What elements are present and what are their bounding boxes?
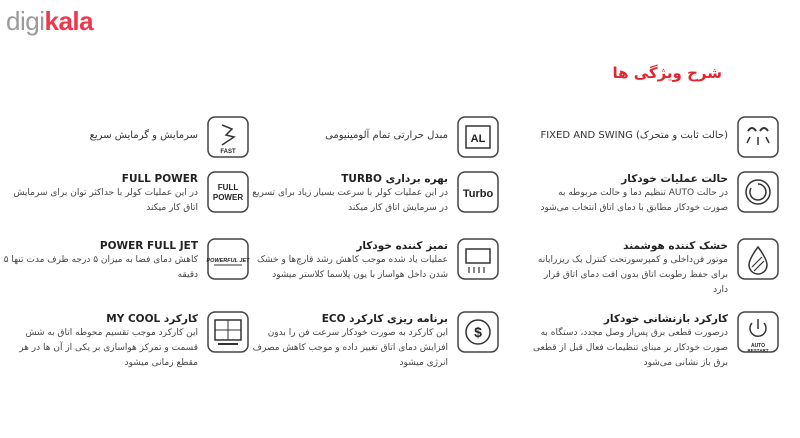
svg-text:AL: AL	[470, 133, 486, 145]
fast-icon	[206, 115, 250, 159]
auto-restart-icon	[736, 310, 780, 354]
features-heading: شرح ویژگی ها	[612, 64, 722, 82]
svg-text:FAST: FAST	[220, 149, 236, 155]
power-jet-icon	[206, 237, 250, 281]
full-power-icon	[206, 170, 250, 214]
my-cool-icon	[206, 310, 250, 354]
self-clean-icon	[456, 237, 500, 281]
feature-power-full-jet: POWERFUL JET POWER FULL JET کاهش دمای فضا به میزان ۵ درجه ظرف مدت تنها ۵ دقیقه	[0, 237, 250, 301]
aluminum-icon	[456, 115, 500, 159]
feature-auto-mode: حالت عملیات خودکار در حالت AUTO تنظیم دما و حالت مربوطه به صورت خودکار مطابق با دمای اتاق انتخاب می‌شود	[530, 170, 780, 234]
svg-text:FULL: FULL	[217, 183, 239, 192]
smart-dry-icon	[736, 237, 780, 281]
eco-icon	[456, 310, 500, 354]
svg-text:POWER: POWER	[212, 193, 244, 202]
auto-mode-icon	[736, 170, 780, 214]
svg-text:POWERFUL JET: POWERFUL JET	[206, 258, 250, 264]
svg-text:$: $	[474, 324, 482, 340]
turbo-icon	[456, 170, 500, 214]
feature-self-clean: تمیز کننده خودکار عملیات یاد شده موجب کاهش رشد قارچ‌ها و خشک شدن داخل هواساز با یون پلاسما کلاستر میشود	[250, 237, 500, 301]
swing-icon	[736, 115, 780, 159]
digikala-logo[interactable]: digikala	[6, 6, 94, 36]
svg-text:AUTO: AUTO	[750, 343, 766, 349]
feature-aluminum: AL مبدل حرارتی تمام آلومینیومی	[250, 115, 500, 179]
feature-smart-dry: خشک کننده هوشمند موتور فن‌داخلی و کمپرسورتحت کنترل یک ریزرایانه برای حفظ رطوبت اتاق بدون افت دمای اتاق قرار دارد	[530, 237, 780, 301]
svg-text:Turbo: Turbo	[462, 188, 494, 200]
feature-eco: $ برنامه ریزی کارکرد ECO این کارکرد به صورت خودکار سرعت فن را بدون افزایش دمای اتاق تغییر داده و موجب کاهش مصرف انرژی میشود	[250, 310, 500, 374]
feature-turbo: Turbo بهره برداری TURBO در این عملیات کولر با سرعت بسیار زیاد برای تسریع در سرمایش اتاق کار میکند	[250, 170, 500, 234]
feature-full-power: FULL POWER FULL POWER در این عملیات کولر با حداکثر توان برای سرمایش اتاق کار میکند	[0, 170, 250, 234]
svg-text:RESTART: RESTART	[747, 348, 769, 353]
feature-fixed-swing: (حالت ثابت و متحرک) FIXED AND SWING	[530, 115, 780, 179]
feature-auto-restart: AUTO RESTART کارکرد بازنشانی خودکار درصورت قطعی برق پس‌از وصل مجدد، دستگاه به صورت خودکار بر مبنای تنظیمات فعال قبل از قطعی برق باز نشانی می‌شود	[530, 310, 780, 374]
feature-fast: FAST سرمایش و گرمایش سریع	[0, 115, 250, 179]
feature-my-cool: کارکرد MY COOL این کارکرد موجب تقسیم محوطه اتاق به شش قسمت و تمرکز هواسازی بر یکی از آن ها در هر مقطع زمانی میشود	[0, 310, 250, 374]
